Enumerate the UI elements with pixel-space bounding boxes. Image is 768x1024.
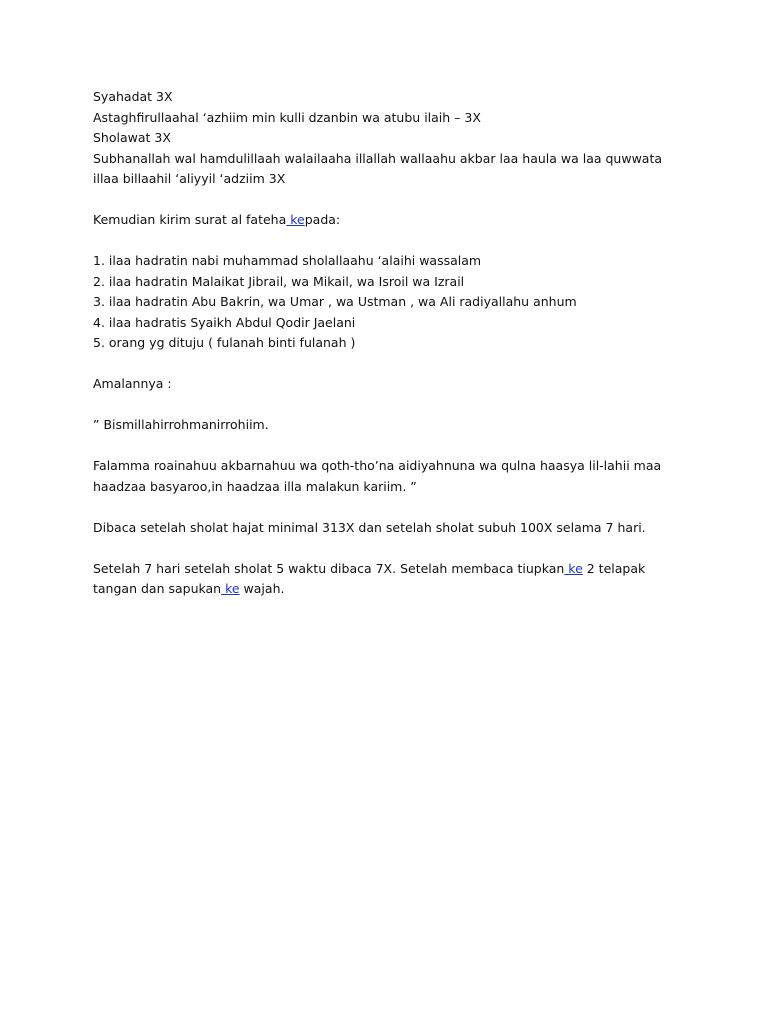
list-item: 3. ilaa hadratin Abu Bakrin, wa Umar , wa Ustman , wa Ali radiyallahu anhum bbox=[93, 294, 577, 309]
amalan-heading: Amalannya : bbox=[93, 376, 172, 391]
spacer bbox=[93, 538, 693, 559]
istighfar-line: Astaghfirullaahal ‘azhiim min kulli dzanbin wa atubu ilaih – 3X bbox=[93, 109, 481, 125]
sholawat-line: Sholawat 3X bbox=[93, 130, 171, 145]
spacer bbox=[93, 231, 693, 252]
syahadat-line: Syahadat 3X bbox=[93, 89, 173, 104]
bismillah-line: ” Bismillahirrohmanirrohiim. bbox=[93, 417, 269, 432]
setelah-line-2 bbox=[93, 579, 693, 600]
spacer bbox=[93, 395, 693, 416]
tasbih-line-1: Subhanallah wal hamdulillaah walailaaha illallah wallaahu akbar laa haula wa laa quwwata bbox=[93, 150, 663, 166]
kemudian-text-end: pada: bbox=[304, 212, 341, 227]
list-item: 5. orang yg dituju ( fulanah binti fulanah ) bbox=[93, 335, 356, 350]
document-body bbox=[93, 87, 693, 600]
list-item: 2. ilaa hadratin Malaikat Jibrail, wa Mikail, wa Isroil wa Izrail bbox=[93, 273, 465, 289]
setelah-text-end: wajah. bbox=[239, 581, 285, 596]
falamma-line-1: Falamma roainahuu akbarnahuu wa qoth-tho’na aidiyahnuna wa qulna haasya lil-lahii maa bbox=[93, 458, 662, 473]
kemudian-text: Kemudian kirim surat al fateha bbox=[93, 212, 287, 227]
setelah-line-1 bbox=[93, 559, 693, 580]
setelah-text: Setelah 7 hari setelah sholat 5 waktu dibaca 7X. Setelah membaca tiupkan bbox=[93, 560, 565, 576]
tasbih-line-2: illaa billaahil ‘aliyyil ‘adziim 3X bbox=[93, 171, 286, 186]
setelah-text: tangan dan sapukan bbox=[93, 581, 222, 596]
kemudian-paragraph bbox=[93, 210, 693, 231]
list-item: 4. ilaa hadratis Syaikh Abdul Qodir Jaelani bbox=[93, 314, 356, 330]
dibaca-paragraph: Dibaca setelah sholat hajat minimal 313X dan setelah sholat subuh 100X selama 7 hari. bbox=[93, 519, 646, 535]
ke-link[interactable]: ke bbox=[221, 581, 240, 596]
list-item: 1. ilaa hadratin nabi muhammad sholallaahu ‘alaihi wassalam bbox=[93, 253, 482, 268]
falamma-line-2: haadzaa basyaroo,in haadzaa illa malakun kariim. ” bbox=[93, 478, 417, 494]
spacer bbox=[93, 497, 693, 518]
setelah-text-end: 2 telapak bbox=[582, 560, 646, 576]
ke-link[interactable]: ke bbox=[564, 560, 583, 576]
ke-link[interactable]: ke bbox=[286, 212, 305, 227]
spacer bbox=[93, 436, 693, 457]
recipient-list bbox=[93, 251, 693, 354]
spacer bbox=[93, 190, 693, 211]
spacer bbox=[93, 354, 693, 375]
